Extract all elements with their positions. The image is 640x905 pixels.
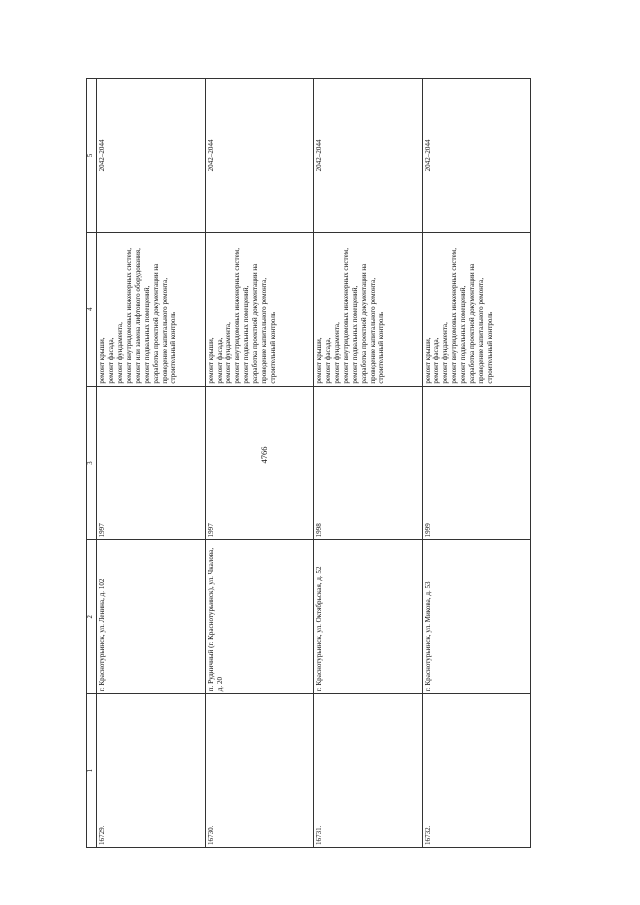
repair-works-list xyxy=(314,232,422,386)
commissioning-year: 1998 xyxy=(314,386,422,540)
repair-work-item: ремонт внутридомовых инженерных систем, xyxy=(233,247,242,384)
repair-work-item: ремонт фундамента, xyxy=(116,322,125,384)
repair-work-item: ремонт крыши, xyxy=(98,337,107,384)
column-number: 2 xyxy=(87,540,97,694)
building-address: г. Краснотурьинск, ул. Микова, д. 53 xyxy=(422,540,530,694)
repair-work-item: проведение капитального ремонта, xyxy=(476,277,485,384)
repair-work-item: ремонт фасада, xyxy=(324,337,332,384)
repair-work-item: ремонт фасада, xyxy=(215,337,224,384)
row-number: 16730. xyxy=(205,694,313,848)
table-row xyxy=(205,79,313,848)
repair-work-item: ремонт внутридомовых инженерных систем, xyxy=(450,247,459,384)
column-number: 5 xyxy=(87,79,97,233)
commissioning-year: 1999 xyxy=(422,386,530,540)
repair-work-item: разработка проектной документации на xyxy=(251,263,260,384)
repair-work-item: ремонт крыши, xyxy=(315,337,324,384)
repair-work-item: ремонт фундамента, xyxy=(224,322,233,384)
commissioning-year: 1997 xyxy=(97,386,205,540)
repair-work-item: строительный контроль xyxy=(377,311,386,384)
repair-schedule-table xyxy=(86,78,531,848)
table-row xyxy=(97,79,205,848)
building-address: г. Краснотурьинск, ул. Октябрьская, д. 52 xyxy=(314,540,422,694)
repair-works-list xyxy=(97,232,205,386)
row-number: 16729. xyxy=(97,694,205,848)
repair-work-item: ремонт фасада, xyxy=(107,337,116,384)
rotated-table-container xyxy=(86,78,531,848)
row-number: 16731. xyxy=(314,694,422,848)
repair-work-item: ремонт фундамента, xyxy=(332,322,341,384)
column-number: 4 xyxy=(87,232,97,386)
repair-work-item: строительный контроль xyxy=(269,311,277,384)
repair-work-item: ремонт крыши, xyxy=(206,337,215,384)
table-row xyxy=(422,79,530,848)
repair-period: 2042–2044 xyxy=(422,79,530,233)
row-number: 16732. xyxy=(422,694,530,848)
column-number: 3 xyxy=(87,386,97,540)
repair-work-item: строительный контроль xyxy=(485,311,494,384)
repair-work-item: проведение капитального ремонта, xyxy=(368,277,377,384)
page-number: 4766 xyxy=(259,446,269,464)
repair-work-item: проведение капитального ремонта, xyxy=(160,277,169,384)
repair-work-item: ремонт внутридомовых инженерных систем, xyxy=(341,247,350,384)
repair-work-item: строительный контроль xyxy=(169,311,178,384)
table-row xyxy=(314,79,422,848)
repair-work-item: ремонт фасада, xyxy=(432,337,441,384)
repair-work-item: ремонт фундамента, xyxy=(441,322,450,384)
building-address: г. Краснотурьинск, ул. Ленина, д. 102 xyxy=(97,540,205,694)
repair-work-item: ремонт или замена лифтового оборудования, xyxy=(133,248,142,384)
repair-work-item: разработка проектной документации на xyxy=(359,263,368,384)
repair-work-item: ремонт подвальных помещений, xyxy=(242,285,251,384)
repair-work-item: ремонт внутридомовых инженерных систем, xyxy=(124,247,133,384)
commissioning-year: 1997 xyxy=(205,386,313,540)
repair-work-item: ремонт подвальных помещений, xyxy=(459,285,468,384)
column-number: 1 xyxy=(87,694,97,848)
repair-work-item: разработка проектной документации на xyxy=(468,263,477,384)
repair-period: 2042–2044 xyxy=(97,79,205,233)
repair-work-item: ремонт крыши, xyxy=(423,337,432,384)
repair-period: 2042–2044 xyxy=(314,79,422,233)
repair-work-item: разработка проектной документации на xyxy=(151,263,160,384)
repair-work-item: ремонт подвальных помещений, xyxy=(142,285,151,384)
repair-period: 2042–2044 xyxy=(205,79,313,233)
repair-work-item: проведение капитального ремонта, xyxy=(260,277,269,384)
building-address: п. Рудничный (г. Краснотурьинск), ул. Чкалова, д. 20 xyxy=(205,540,313,694)
repair-work-item: ремонт подвальных помещений, xyxy=(350,285,359,384)
repair-works-list xyxy=(422,232,530,386)
repair-works-list xyxy=(205,232,313,386)
column-number-row xyxy=(87,79,97,848)
